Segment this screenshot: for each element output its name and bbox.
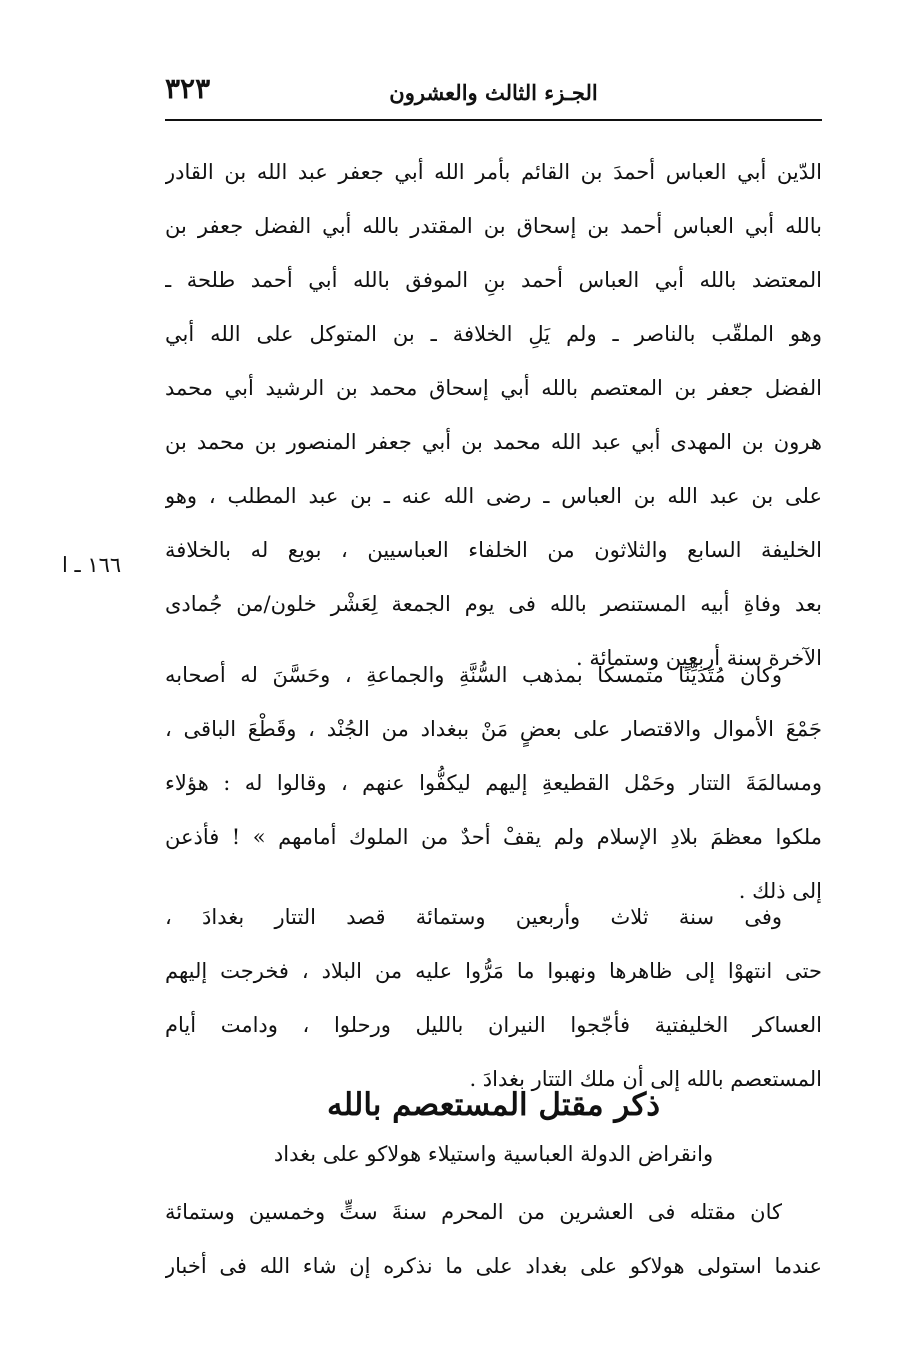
text-line: وفى سنة ثلاث وأربعين وستمائة قصد التتار بغدادَ ، <box>165 905 782 929</box>
text-line: العساكر الخليفتية فأجّجوا النيران بالليل ورحلوا ، ودامت أيام <box>165 1013 822 1037</box>
text-line: كان مقتله فى العشرين من المحرم سنةَ ستٍّ وخمسين وستمائة <box>165 1200 782 1224</box>
running-head: الجـزء الثالث والعشرون <box>389 80 598 105</box>
paragraph-4 <box>165 1185 822 1293</box>
page-number: ٣٢٣ <box>165 72 211 105</box>
paragraph-3 <box>165 890 822 1106</box>
text-line: بالله أبي العباس أحمد بن إسحاق بن المقتدر بالله أبي الفضل جعفر بن <box>165 214 822 238</box>
text-line: الآخرة سنة أربعين وستمائة . <box>576 646 822 670</box>
text-line: على بن عبد الله بن العباس ـ رضى الله عنه ـ بن عبد المطلب ، وهو <box>165 484 822 508</box>
text-line: الفضل جعفر بن المعتصم بالله أبي إسحاق محمد بن الرشيد أبي محمد <box>165 376 822 400</box>
text-line: المعتضد بالله أبي العباس أحمد بنِ الموفق بالله أبي أحمد طلحة ـ <box>165 268 822 292</box>
page-header <box>165 68 822 120</box>
paragraph-1 <box>165 145 822 685</box>
text-line: بعد وفاةِ أبيه المستنصر بالله فى يوم الجمعة لِعَشْر خلون/من جُمادى <box>165 592 822 616</box>
text-line: جَمْعَ الأموال والاقتصار على بعضٍ مَنْ ببغداد من الجُنْد ، وقَطْعَ الباقى ، <box>165 717 822 741</box>
paragraph-2 <box>165 648 822 918</box>
text-line: ملكوا معظمَ بلادِ الإسلام ولم يقفْ أحدٌ من الملوك أمامهم » ! فأذعن <box>165 825 822 849</box>
section-title: ذكر مقتل المستعصم بالله <box>326 1087 661 1123</box>
text-line: عندما استولى هولاكو على بغداد على ما نذكره إن شاء الله فى أخبار <box>165 1254 822 1278</box>
text-line: إلى ذلك . <box>738 879 822 903</box>
margin-note: ١٦٦ ـ ا <box>62 553 122 577</box>
text-line: وهو الملقّب بالناصر ـ ولم يَلِ الخلافة ـ بن المتوكل على الله أبي <box>165 322 822 346</box>
text-line: الخليفة السابع والثلاثون من الخلفاء العباسيين ، بويع له بالخلافة <box>165 538 822 562</box>
section-subtitle: وانقراض الدولة العباسية واستيلاء هولاكو على بغداد <box>273 1142 714 1166</box>
header-rule <box>165 119 822 121</box>
text-line: المستعصم بالله إلى أن ملك التتار بغدادَ . <box>469 1067 822 1091</box>
text-line: ومسالمَةَ التتار وحَمْل القطيعةِ إليهم ليكفُّوا عنهم ، وقالوا له : هؤلاء <box>165 771 822 795</box>
text-line: وكان مُتَدَيِّنًا متمسكا بمذهب السُّنَّةِ والجماعةِ ، وحَسَّنَ له أصحابه <box>165 663 782 687</box>
text-line: الدّين أبي العباس أحمدَ بن القائم بأمر الله أبي جعفر عبد الله بن القادر <box>165 160 822 184</box>
text-line: هرون بن المهدى أبي عبد الله محمد بن أبي جعفر المنصور بن محمد بن <box>165 430 822 454</box>
text-line: حتى انتهوْا إلى ظاهرها ونهبوا ما مَرُّوا عليه من البلاد ، فخرجت إليهم <box>165 959 822 983</box>
